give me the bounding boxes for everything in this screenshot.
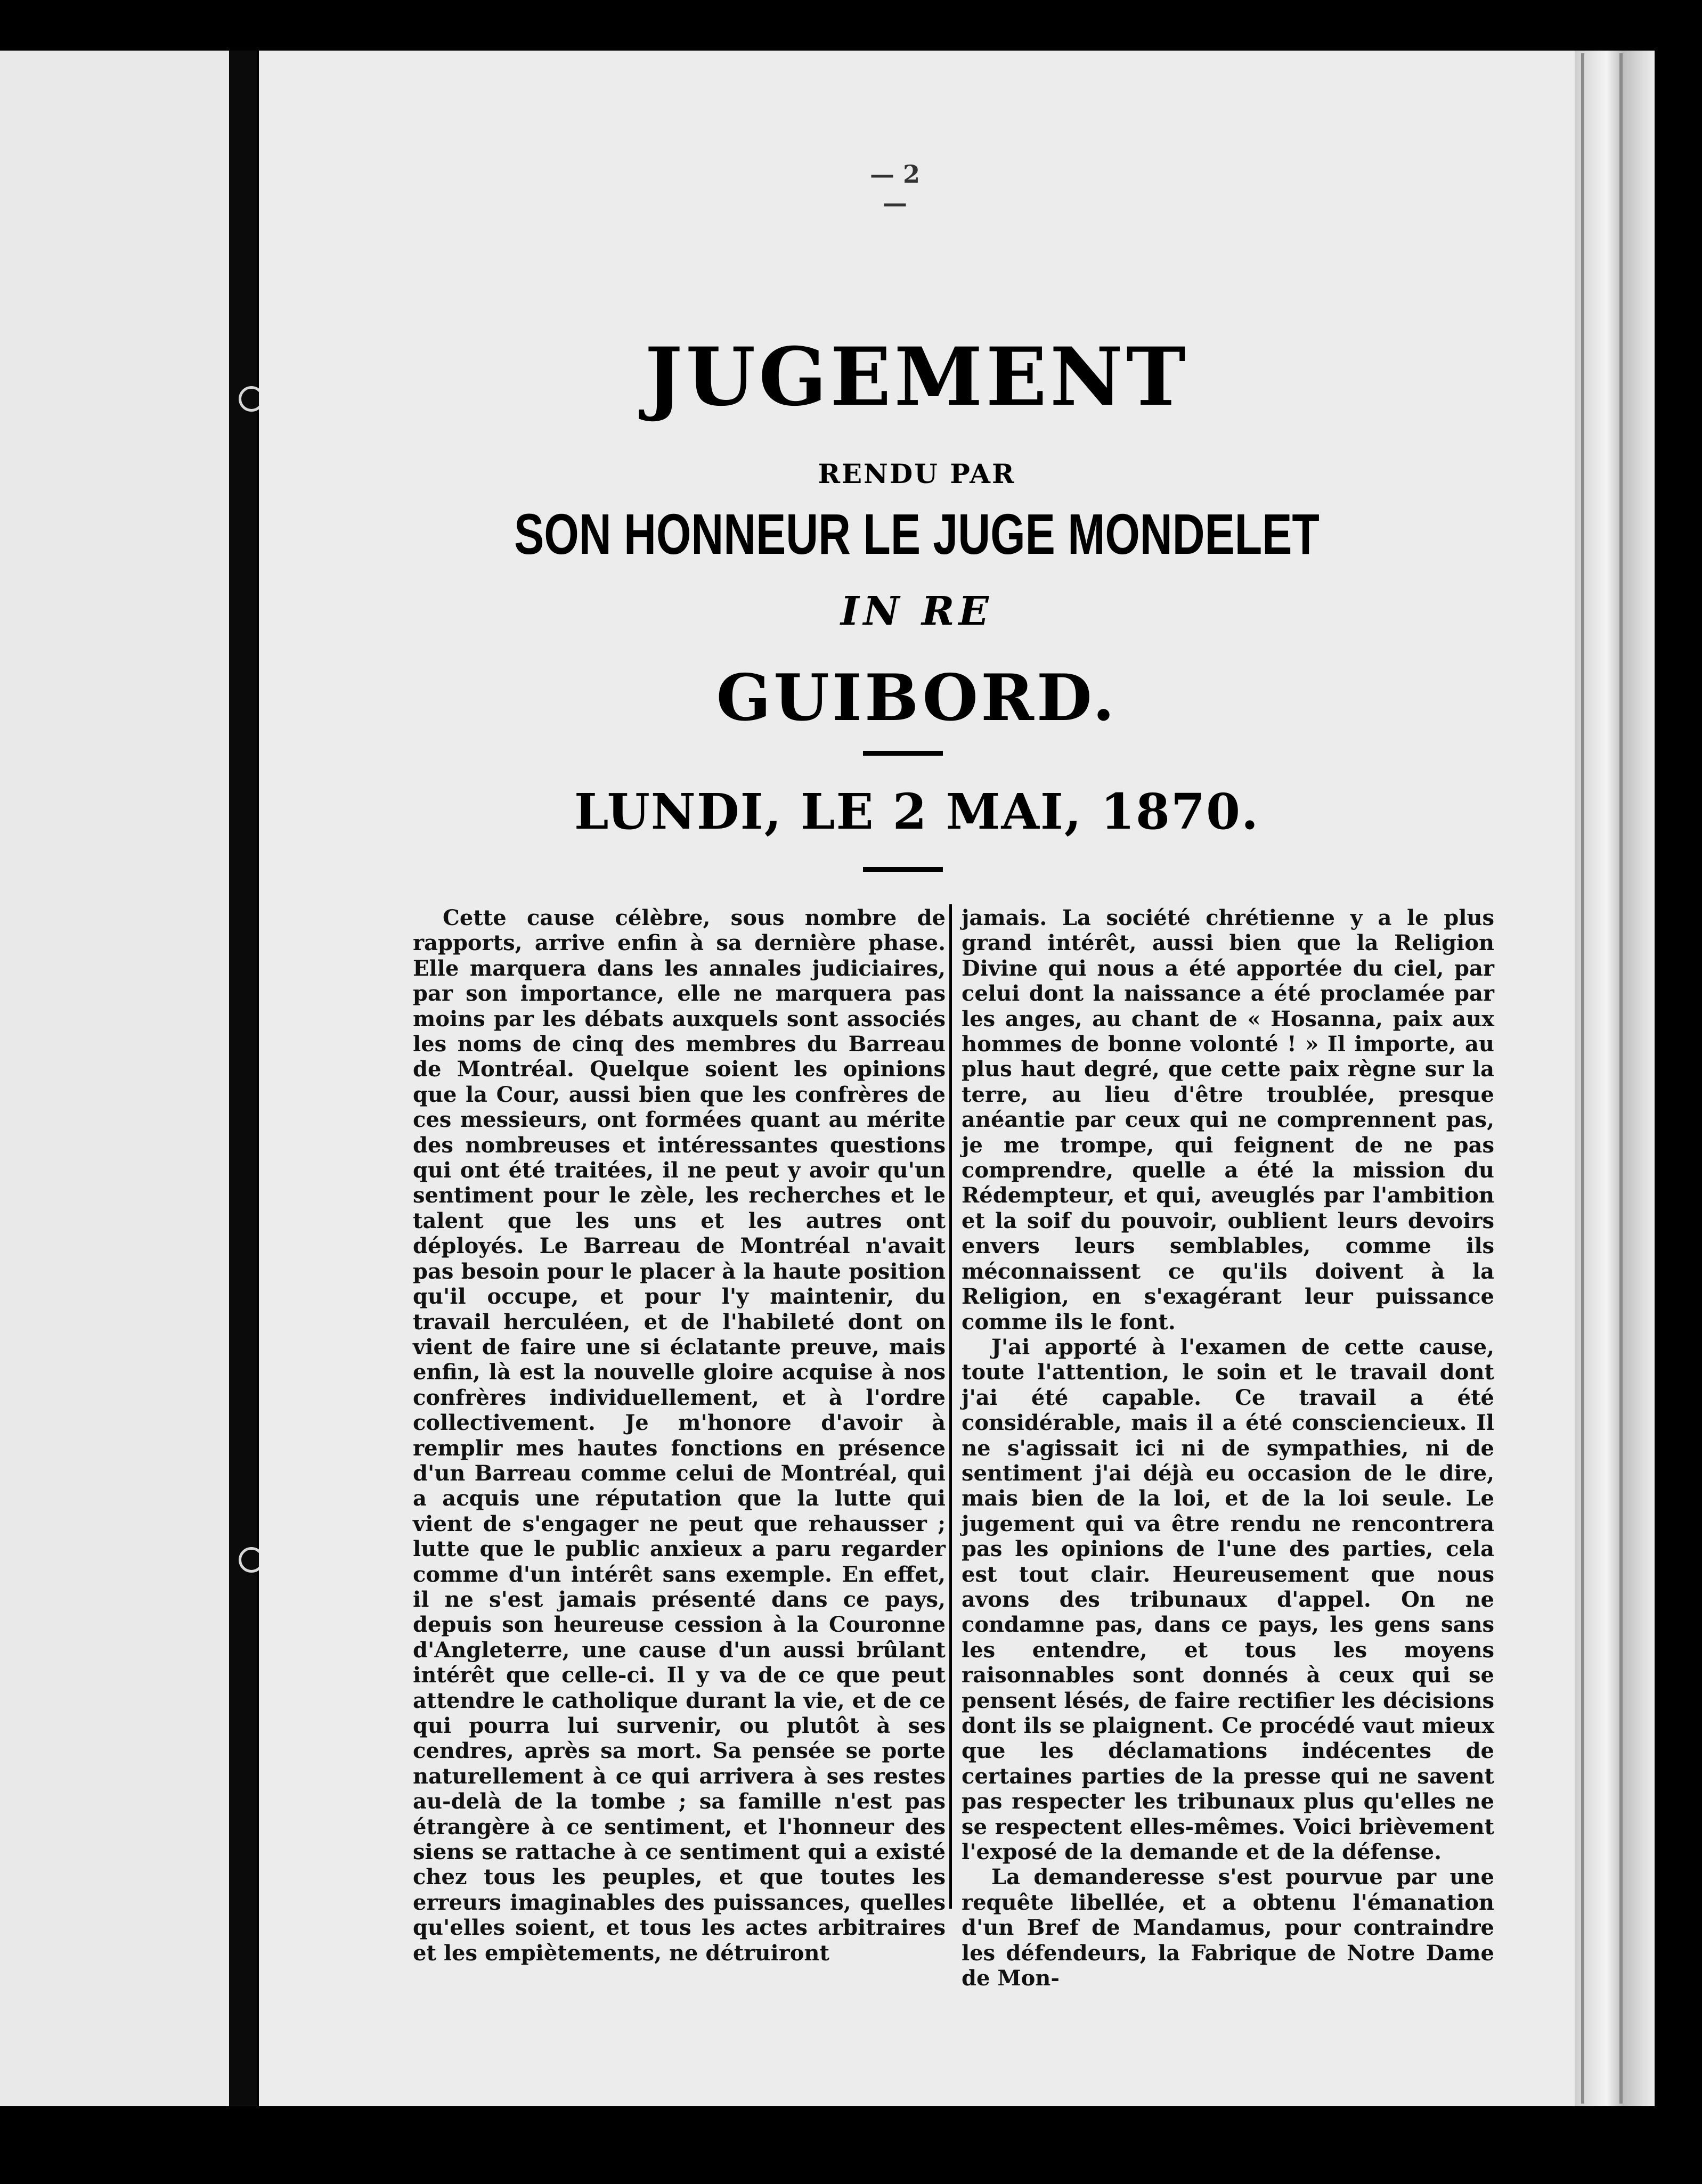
date-line: LUNDI, LE 2 MAI, 1870. — [574, 783, 1260, 840]
book-gutter — [229, 51, 257, 2106]
subtitle-rendu-par: RENDU PAR — [818, 458, 1016, 489]
divider-rule — [863, 867, 943, 872]
page-edges — [1575, 51, 1655, 2106]
left-facing-page — [0, 51, 229, 2106]
judge-name: SON HONNEUR LE JUGE MONDELET — [514, 502, 1320, 566]
page-number: — 2 — — [869, 160, 921, 217]
in-re-label: IN RE — [841, 588, 993, 634]
paragraph: jamais. La société chrétienne y a le plus grand intérêt, aussi bien que la Religion Divine qui nous a été apportée du ciel, par celui dont la naissance a été proclamée par les anges, au chant de « Hosanna, paix aux hommes de bonne volonté ! » Il importe, au plus haut degré, que cette paix règne sur la terre, au lieu d'être troublée, presque anéantie par ceux qui ne comprennent pas, je me trompe, qui feignent de ne pas comprendre, quelle a été la mission du Rédempteur, et qui, aveuglés par l'ambition et la soif du pouvoir, oublient leurs devoirs envers leurs semblables, comme ils méconnaissent ce qu'ils doivent à la Religion, en s'exagérant leur puissance comme ils le font. — [962, 905, 1494, 1335]
paragraph: J'ai apporté à l'examen de cette cause, toute l'attention, le soin et le travail dont j'ai été capable. Ce travail a été considérable, mais il a été consciencieux. Il ne s'agissait ici ni de sympathies, ni de sentiment j'ai déjà eu occasion de le dire, mais bien de la loi, et de la loi seule. Le jugement qui va être rendu ne rencontrera pas les opinions de l'une des parties, cela est tout clair. Heureusement que nous avons des tribunaux d'appel. On ne condamne pas, dans ce pays, les gens sans les entendre, et tous les moyens raisonnables sont donnés à ceux qui se pensent lésés, de faire rectifier les décisions dont ils se plaignent. Ce procédé vaut mieux que les déclamations indécentes de certaines parties de la presse qui ne savent pas respecter les tribunaux plus qu'elles ne se respectent elles-mêmes. Voici brièvement l'exposé de la demande et de la défense. — [962, 1334, 1494, 1865]
divider-rule — [863, 751, 943, 756]
paragraph: Cette cause célèbre, sous nombre de rapports, arrive enfin à sa dernière phase. Elle marquera dans les annales judiciaires, par son importance, elle ne marquera pas moins par les débats auxquels sont associés les noms de cinq des membres du Barreau de Montréal. Quelque soient les opinions que la Cour, aussi bien que les confrères de ces messieurs, ont formées quant au mérite des nombreuses et intéressantes questions qui ont été traitées, il ne peut y avoir qu'un sentiment pour le zèle, les recherches et le talent que les uns et les autres ont déployés. Le Barreau de Montréal n'avait pas besoin pour le placer à la haute position qu'il occupe, et pour l'y maintenir, du travail herculéen, et de l'habileté dont on vient de faire une si éclatante preuve, mais enfin, là est la nouvelle gloire acquise à nos confrères individuellement, et à l'ordre collectivement. Je m'honore d'avoir à remplir mes hautes fonctions en présence d'un Barreau comme celui de Montréal, qui a acquis une réputation que la lutte qui vient de s'engager ne peut que rehausser ; lutte que le public anxieux a paru regarder comme d'un intérêt sans exemple. En effet, il ne s'est jamais présenté dans ce pays, depuis son heureuse cession à la Couronne d'Angleterre, une cause d'un aussi brûlant intérêt que celle-ci. Il y va de ce que peut attendre le catholique durant la vie, et de ce qui pourra lui survenir, ou plutôt à ses cendres, après sa mort. Sa pensée se porte naturellement à ce qui arrivera à ses restes au-delà de la tombe ; sa famille n'est pas étrangère à ce sentiment, et l'honneur des siens se rattache à ce sentiment qui a existé chez tous les peuples, et que toutes les erreurs imaginables des puissances, quelles qu'elles soient, et tous les actes arbitraires et les empiètements, ne détruiront — [413, 905, 946, 1966]
title-jugement: JUGEMENT — [645, 330, 1189, 424]
paragraph: La demanderesse s'est pourvue par une requête libellée, et a obtenu l'émanation d'un Bref de Mandamus, pour contraindre les défendeurs, la Fabrique de Notre Dame de Mon- — [962, 1864, 1494, 1991]
text-column-right — [962, 905, 1494, 1991]
column-rule — [949, 904, 952, 1909]
text-column-left — [413, 905, 946, 1966]
page-edge-line — [1581, 53, 1584, 2104]
case-name: GUIBORD. — [716, 660, 1118, 735]
page-edge-line — [1619, 53, 1623, 2104]
